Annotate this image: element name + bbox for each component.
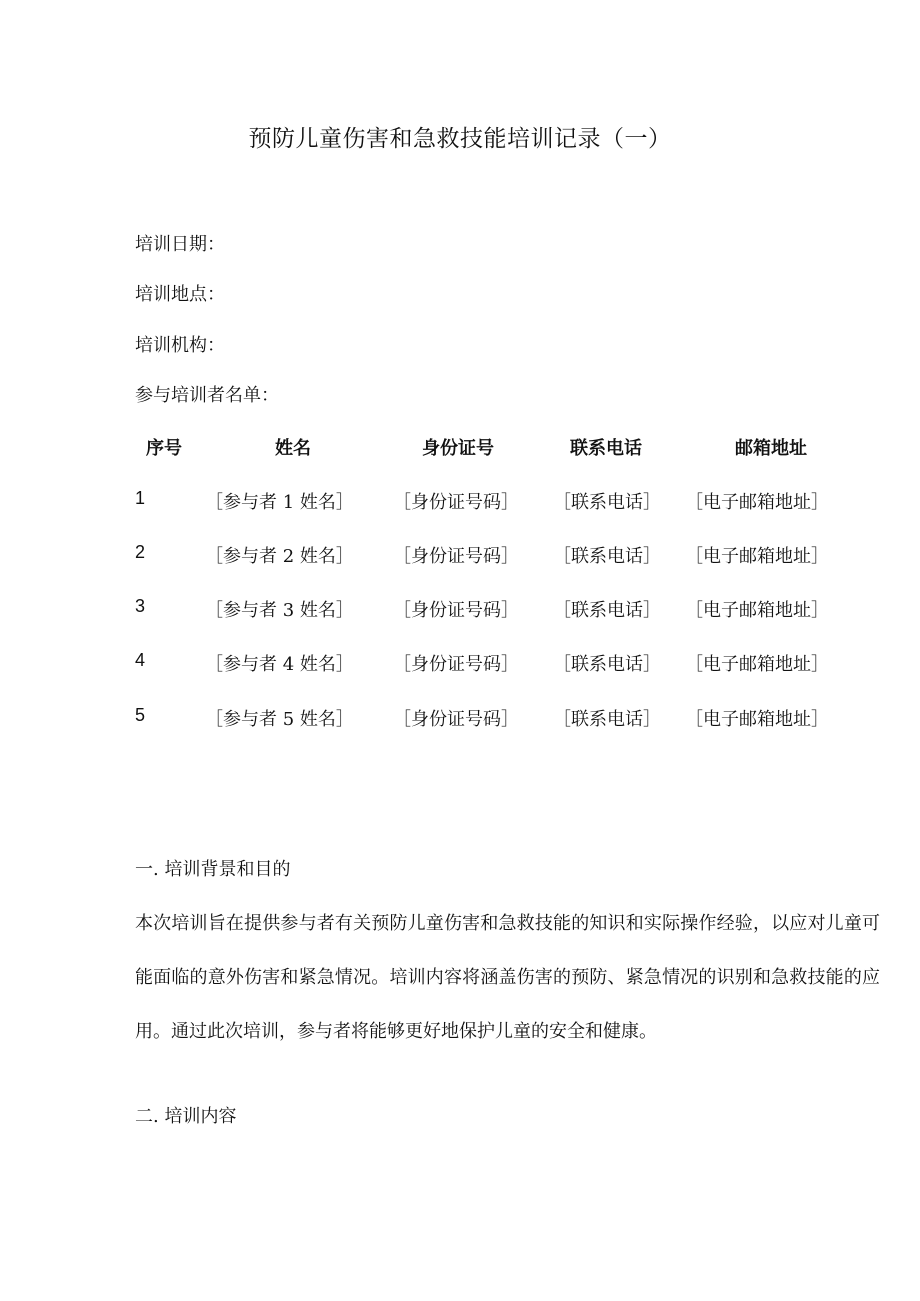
row-index: 2 (135, 542, 146, 562)
training-location-label: 培训地点： (135, 284, 225, 305)
participant-name: ［参与者 2 姓名］ (205, 546, 354, 567)
participant-name: ［参与者 3 姓名］ (205, 600, 354, 621)
row-index: 5 (135, 705, 146, 725)
participant-phone: ［联系电话］ (553, 492, 661, 513)
row-index: 3 (135, 596, 146, 616)
participant-name: ［参与者 4 姓名］ (205, 654, 354, 675)
participant-email: ［电子邮箱地址］ (685, 600, 829, 621)
participant-id-number: ［身份证号码］ (393, 600, 519, 621)
document-title: 预防儿童伤害和急救技能培训记录（一） (248, 126, 672, 152)
participant-email: ［电子邮箱地址］ (685, 546, 829, 567)
row-index: 4 (135, 650, 146, 670)
participant-email: ［电子邮箱地址］ (685, 709, 829, 730)
training-date-label: 培训日期： (135, 234, 225, 255)
section-heading-content: 二. 培训内容 (135, 1106, 237, 1127)
participant-phone: ［联系电话］ (553, 654, 661, 675)
header-index: 序号 (146, 438, 182, 459)
row-index: 1 (135, 488, 146, 508)
section-heading-background: 一. 培训背景和目的 (135, 859, 291, 880)
participant-phone: ［联系电话］ (553, 709, 661, 730)
participant-id-number: ［身份证号码］ (393, 654, 519, 675)
participant-id-number: ［身份证号码］ (393, 709, 519, 730)
participant-phone: ［联系电话］ (553, 600, 661, 621)
header-phone: 联系电话 (570, 438, 642, 459)
header-name: 姓名 (275, 438, 311, 459)
participant-phone: ［联系电话］ (553, 546, 661, 567)
participant-name: ［参与者 5 姓名］ (205, 709, 354, 730)
participant-id-number: ［身份证号码］ (393, 546, 519, 567)
participant-name: ［参与者 1 姓名］ (205, 492, 354, 513)
header-email: 邮箱地址 (735, 438, 807, 459)
section-body-background: 本次培训旨在提供参与者有关预防儿童伤害和急救技能的知识和实际操作经验，以应对儿童可能面临的意外伤害和紧急情况。培训内容将涵盖伤害的预防、紧急情况的识别和急救技能的应用。通过此次培训，参与者将能够更好地保护儿童的安全和健康。 (135, 913, 880, 1042)
participant-email: ［电子邮箱地址］ (685, 654, 829, 675)
header-id-number: 身份证号 (422, 438, 494, 459)
participant-email: ［电子邮箱地址］ (685, 492, 829, 513)
participant-id-number: ［身份证号码］ (393, 492, 519, 513)
participants-list-label: 参与培训者名单： (135, 385, 279, 406)
training-organization-label: 培训机构： (135, 335, 225, 356)
